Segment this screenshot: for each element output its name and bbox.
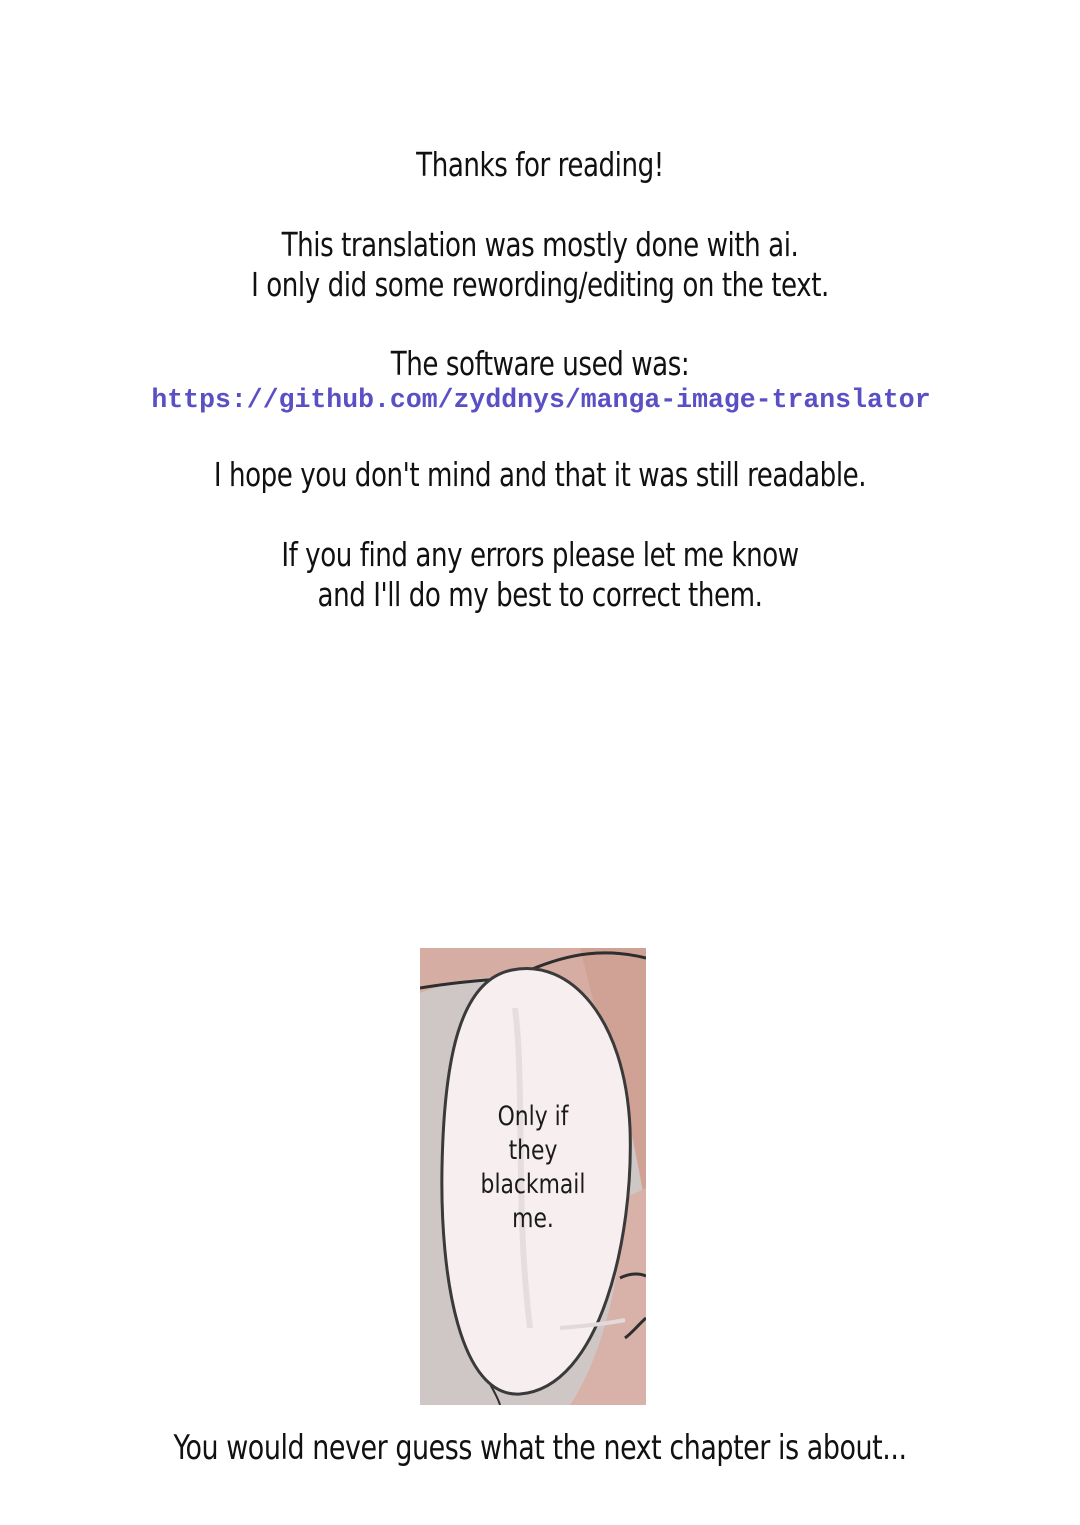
correction-note: and I'll do my best to correct them. bbox=[317, 575, 763, 614]
translation-note: This translation was mostly done with ai. bbox=[281, 225, 799, 264]
next-chapter-teaser: You would never guess what the next chapter is about... bbox=[173, 1428, 907, 1468]
manga-panel-preview bbox=[420, 948, 646, 1405]
bubble-line: they bbox=[508, 1135, 558, 1166]
editing-note: I only did some rewording/editing on the text. bbox=[251, 265, 829, 304]
software-link[interactable]: https://github.com/zyddnys/manga-image-translator bbox=[151, 385, 931, 415]
speech-bubble-text bbox=[431, 1100, 634, 1236]
readability-note: I hope you don't mind and that it was still readable. bbox=[213, 455, 867, 494]
errors-note: If you find any errors please let me know bbox=[281, 535, 799, 574]
thanks-heading: Thanks for reading! bbox=[416, 145, 664, 184]
bubble-line: blackmail bbox=[480, 1169, 586, 1200]
bubble-line: Only if bbox=[497, 1101, 569, 1132]
software-label: The software used was: bbox=[390, 344, 690, 383]
bubble-line: me. bbox=[512, 1203, 554, 1234]
